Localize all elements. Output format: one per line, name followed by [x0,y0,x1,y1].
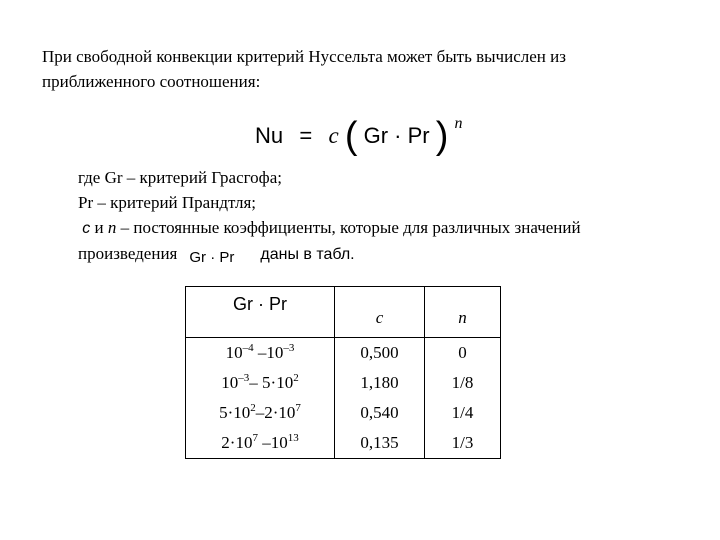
intro-line-2: приближенного соотношения: [42,72,261,91]
symbol-c: c [82,220,91,237]
range-cell: $5\cdot 10^2-2\cdot 10^7$ [186,398,335,428]
c-cell: 0,135 [335,428,425,459]
definition-product [78,241,698,267]
definitions-block [78,165,698,267]
formula-coefficient: c [328,123,339,148]
intro-paragraph [42,44,692,94]
range-cell: $10^{-3}-$ $5\cdot 10^2$ [186,368,335,398]
n-cell: 1/3 [425,428,501,459]
formula-inner-product: Gr · Pr [363,123,430,148]
n-cell: 1/4 [425,398,501,428]
formula-close-paren: ) [435,115,449,157]
definition-pr: Pr – критерий Прандтля; [78,193,256,212]
formula-lhs: Nu [255,123,284,148]
coefficients-text: – постоянные коэффициенты, которые для различных значений [116,218,581,237]
range-cell: $2\cdot 10^7$ $-10^{13}$ [186,428,335,459]
product-reference: Gr · Pr [189,249,235,266]
definition-coefficients [78,215,698,241]
table-row [186,428,501,459]
formula-equals: = [299,123,313,148]
n-cell: 0 [425,338,501,369]
formula-open-paren: ( [344,115,358,157]
table-row [186,368,501,398]
product-word: произведения [78,244,178,263]
symbol-n: n [107,218,117,237]
header-c: c [335,287,425,338]
c-cell: 0,540 [335,398,425,428]
table-row [186,398,501,428]
header-product: Gr · Pr [186,287,335,338]
table-header-row [186,287,501,338]
definition-gr: где Gr – критерий Грасгофа; [78,168,282,187]
table-reference-text: даны в табл. [260,246,355,263]
formula-exponent: n [454,114,463,132]
c-cell: 1,180 [335,368,425,398]
table-row [186,338,501,369]
c-cell: 0,500 [335,338,425,369]
nusselt-formula [255,114,463,158]
range-cell: $10^{-4}$ $-10^{-3}$ [186,338,335,369]
n-cell: 1/8 [425,368,501,398]
and-word: и [90,218,108,237]
intro-line-1: При свободной конвекции критерий Нуссельта может быть вычислен из [42,47,566,66]
coefficients-table [185,286,501,459]
header-n: n [425,287,501,338]
